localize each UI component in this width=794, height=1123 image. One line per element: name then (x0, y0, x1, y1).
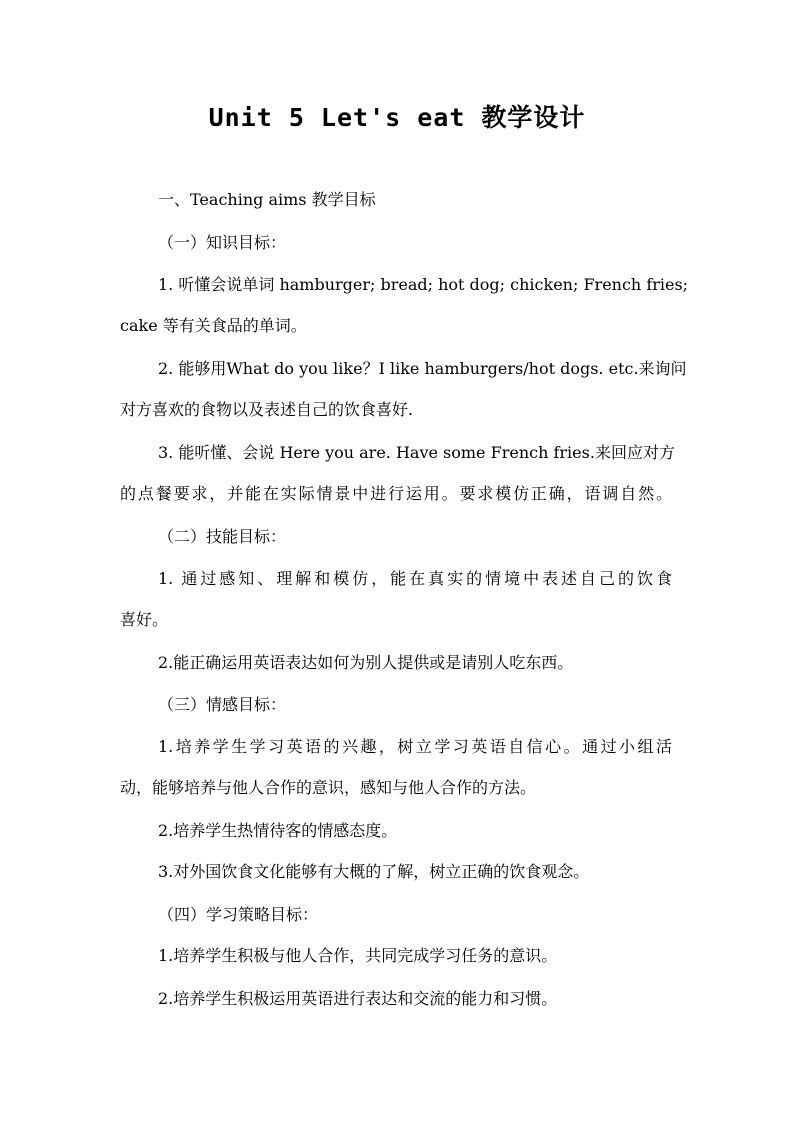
paragraph-6-line-2: 动，能够培养与他人合作的意识，感知与他人合作的方法。 (120, 778, 537, 797)
paragraph-4-line-1: 1. 通过感知、理解和模仿，能在真实的情境中表述自己的饮食 (158, 569, 672, 588)
paragraph-9: 1.培养学生积极与他人合作，共同完成学习任务的意识。 (158, 946, 558, 965)
subheading-skill-aims: （二）技能目标： (158, 527, 287, 546)
paragraph-8: 3.对外国饮食文化能够有大概的了解，树立正确的饮食观念。 (158, 862, 590, 881)
paragraph-5: 2.能正确运用英语表达如何为别人提供或是请别人吃东西。 (158, 653, 574, 672)
paragraph-1-line-1: 1. 听懂会说单词 hamburger; bread; hot dog; chicken; French fries; (158, 275, 689, 294)
paragraph-1-line-2: cake 等有关食品的单词。 (120, 316, 307, 335)
subheading-knowledge-aims: （一）知识目标： (158, 233, 287, 252)
section-heading-teaching-aims: 一、Teaching aims 教学目标 (158, 190, 376, 209)
paragraph-3-line-1: 3. 能听懂、会说 Here you are. Have some French fries.来回应对方 (158, 443, 675, 462)
paragraph-2-line-2: 对方喜欢的食物以及表述自己的饮食喜好. (120, 400, 414, 419)
paragraph-4-line-2: 喜好。 (120, 610, 169, 629)
subheading-strategy-aims: （四）学习策略目标： (158, 905, 319, 924)
subheading-emotion-aims: （三）情感目标： (158, 695, 287, 714)
paragraph-2-line-1: 2. 能够用What do you like？I like hamburgers/hot dogs. etc.来询问 (158, 359, 687, 378)
paragraph-7: 2.培养学生热情待客的情感态度。 (158, 821, 398, 840)
page-title: Unit 5 Let's eat 教学设计 (208, 103, 586, 132)
paragraph-6-line-1: 1.培养学生学习英语的兴趣，树立学习英语自信心。通过小组活 (158, 737, 672, 756)
paragraph-3-line-2: 的点餐要求，并能在实际情景中进行运用。要求模仿正确，语调自然。 (120, 484, 672, 503)
paragraph-10: 2.培养学生积极运用英语进行表达和交流的能力和习惯。 (158, 989, 558, 1008)
